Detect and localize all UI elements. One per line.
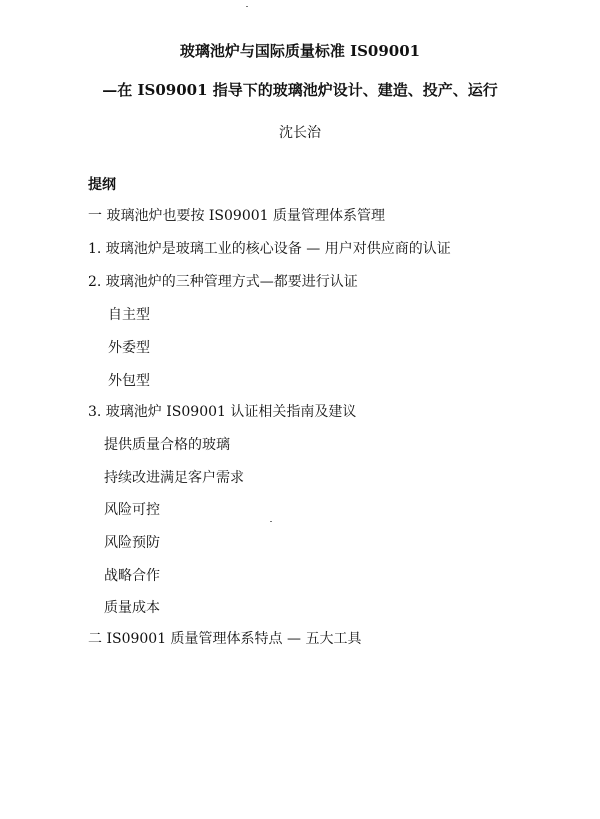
outline-subitem: 外委型 bbox=[108, 340, 150, 356]
outline-subitem: 风险可控 bbox=[104, 502, 160, 518]
scan-speck bbox=[270, 521, 272, 522]
outline-item: 1. 玻璃池炉是玻璃工业的核心设备 — 用户对供应商的认证 bbox=[88, 241, 451, 257]
outline-subitem: 持续改进满足客户需求 bbox=[104, 470, 244, 486]
outline-subitem: 风险预防 bbox=[104, 535, 160, 551]
outline-item: 3. 玻璃池炉 IS09001 认证相关指南及建议 bbox=[88, 404, 357, 420]
outline-subitem: 战略合作 bbox=[104, 568, 160, 584]
outline-item: 二 IS09001 质量管理体系特点 — 五大工具 bbox=[88, 631, 362, 647]
scan-speck bbox=[246, 6, 248, 7]
outline-subitem: 提供质量合格的玻璃 bbox=[104, 437, 230, 453]
outline-subitem: 外包型 bbox=[108, 373, 150, 389]
outline-subitem: 自主型 bbox=[108, 307, 150, 323]
outline-subitem: 质量成本 bbox=[104, 600, 160, 616]
document-subtitle: —在 IS09001 指导下的玻璃池炉设计、建造、投产、运行 bbox=[102, 81, 498, 99]
outline-item: 2. 玻璃池炉的三种管理方式—都要进行认证 bbox=[88, 274, 358, 290]
outline-heading: 提纲 bbox=[88, 177, 116, 193]
document-author: 沈长治 bbox=[279, 125, 321, 141]
document-title: 玻璃池炉与国际质量标准 IS09001 bbox=[179, 42, 421, 60]
outline-item: 一 玻璃池炉也要按 IS09001 质量管理体系管理 bbox=[88, 208, 386, 224]
